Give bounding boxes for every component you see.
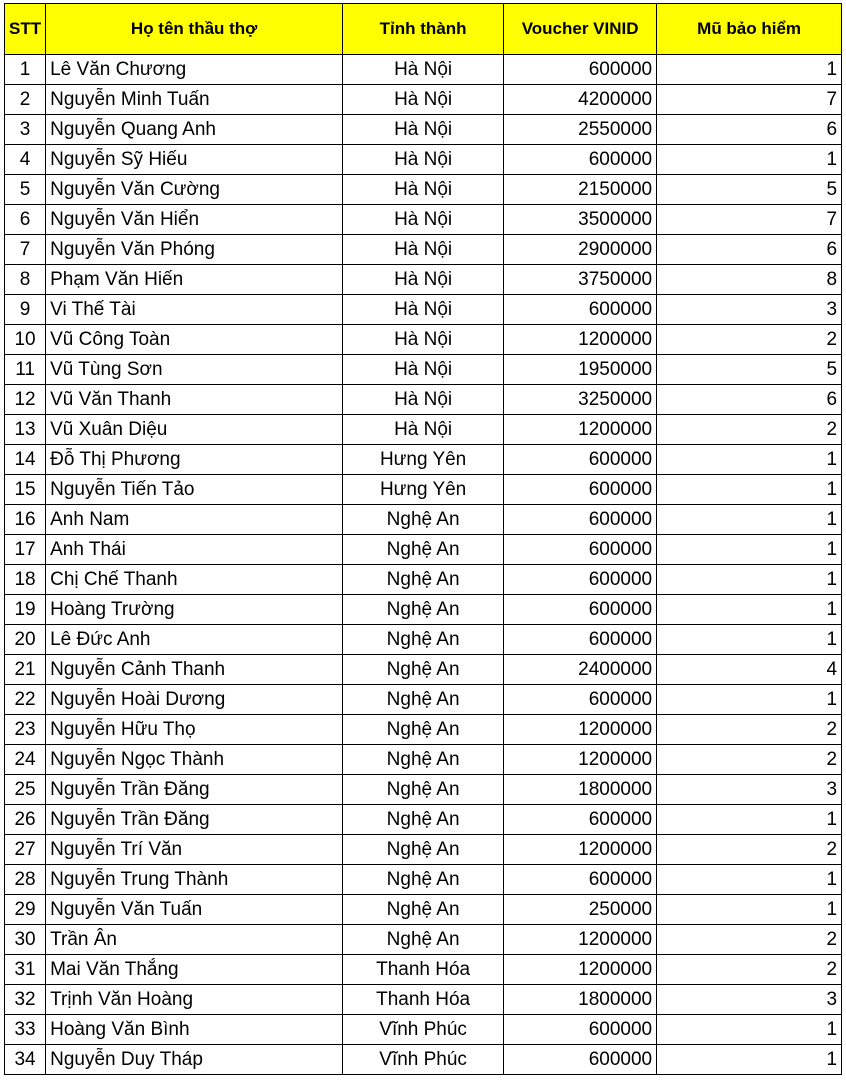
table-row (5, 895, 842, 925)
cell-voucher: 600000 (504, 1045, 657, 1075)
cell-name: Nguyễn Ngọc Thành (46, 745, 343, 775)
cell-name: Hoàng Văn Bình (46, 1015, 343, 1045)
cell-province: Nghệ An (343, 715, 504, 745)
cell-stt: 5 (5, 175, 46, 205)
cell-name: Vũ Tùng Sơn (46, 355, 343, 385)
cell-province: Hà Nội (343, 145, 504, 175)
cell-helmet: 1 (657, 595, 842, 625)
cell-name: Anh Nam (46, 505, 343, 535)
header-helmet: Mũ bảo hiểm (657, 4, 842, 55)
header-name: Họ tên thầu thợ (46, 4, 343, 55)
cell-voucher: 600000 (504, 805, 657, 835)
cell-stt: 12 (5, 385, 46, 415)
cell-name: Nguyễn Trung Thành (46, 865, 343, 895)
cell-name: Nguyễn Minh Tuấn (46, 85, 343, 115)
cell-voucher: 600000 (504, 865, 657, 895)
cell-province: Thanh Hóa (343, 985, 504, 1015)
cell-helmet: 6 (657, 115, 842, 145)
cell-helmet: 2 (657, 955, 842, 985)
cell-province: Nghệ An (343, 835, 504, 865)
cell-name: Vũ Công Toàn (46, 325, 343, 355)
cell-voucher: 600000 (504, 565, 657, 595)
cell-stt: 20 (5, 625, 46, 655)
cell-province: Nghệ An (343, 805, 504, 835)
cell-voucher: 1200000 (504, 745, 657, 775)
table-row (5, 805, 842, 835)
table-row (5, 355, 842, 385)
cell-name: Vũ Xuân Diệu (46, 415, 343, 445)
cell-name: Vi Thế Tài (46, 295, 343, 325)
cell-helmet: 1 (657, 55, 842, 85)
cell-voucher: 600000 (504, 1015, 657, 1045)
cell-stt: 14 (5, 445, 46, 475)
cell-helmet: 3 (657, 775, 842, 805)
cell-voucher: 600000 (504, 295, 657, 325)
cell-stt: 3 (5, 115, 46, 145)
cell-province: Nghệ An (343, 655, 504, 685)
header-voucher: Voucher VINID (504, 4, 657, 55)
cell-province: Hà Nội (343, 295, 504, 325)
table-row (5, 595, 842, 625)
cell-stt: 15 (5, 475, 46, 505)
cell-name: Lê Đức Anh (46, 625, 343, 655)
cell-stt: 30 (5, 925, 46, 955)
cell-voucher: 600000 (504, 475, 657, 505)
header-province: Tỉnh thành (343, 4, 504, 55)
cell-voucher: 2400000 (504, 655, 657, 685)
cell-province: Hưng Yên (343, 475, 504, 505)
cell-province: Hà Nội (343, 235, 504, 265)
cell-province: Hà Nội (343, 115, 504, 145)
cell-voucher: 1200000 (504, 955, 657, 985)
table-row (5, 205, 842, 235)
cell-helmet: 8 (657, 265, 842, 295)
cell-voucher: 600000 (504, 505, 657, 535)
cell-province: Nghệ An (343, 625, 504, 655)
cell-stt: 17 (5, 535, 46, 565)
cell-province: Hà Nội (343, 385, 504, 415)
cell-helmet: 1 (657, 865, 842, 895)
cell-voucher: 1200000 (504, 415, 657, 445)
cell-helmet: 1 (657, 685, 842, 715)
cell-stt: 34 (5, 1045, 46, 1075)
cell-stt: 31 (5, 955, 46, 985)
cell-province: Nghệ An (343, 685, 504, 715)
cell-helmet: 1 (657, 565, 842, 595)
table-row (5, 55, 842, 85)
cell-name: Nguyễn Quang Anh (46, 115, 343, 145)
cell-province: Nghệ An (343, 775, 504, 805)
cell-helmet: 3 (657, 295, 842, 325)
cell-name: Mai Văn Thắng (46, 955, 343, 985)
cell-name: Nguyễn Cảnh Thanh (46, 655, 343, 685)
cell-stt: 33 (5, 1015, 46, 1045)
cell-stt: 29 (5, 895, 46, 925)
cell-province: Hưng Yên (343, 445, 504, 475)
cell-name: Nguyễn Sỹ Hiếu (46, 145, 343, 175)
table-row (5, 925, 842, 955)
cell-province: Vĩnh Phúc (343, 1045, 504, 1075)
cell-helmet: 1 (657, 625, 842, 655)
cell-name: Nguyễn Tiến Tảo (46, 475, 343, 505)
table-row (5, 175, 842, 205)
cell-name: Chị Chế Thanh (46, 565, 343, 595)
table-body (5, 55, 842, 1075)
cell-helmet: 1 (657, 505, 842, 535)
table-row (5, 655, 842, 685)
cell-voucher: 600000 (504, 55, 657, 85)
table-row (5, 385, 842, 415)
cell-stt: 27 (5, 835, 46, 865)
cell-helmet: 6 (657, 385, 842, 415)
cell-province: Hà Nội (343, 175, 504, 205)
cell-stt: 19 (5, 595, 46, 625)
cell-voucher: 3500000 (504, 205, 657, 235)
contractor-table (4, 3, 842, 1075)
cell-voucher: 600000 (504, 625, 657, 655)
table-row (5, 745, 842, 775)
table-row (5, 475, 842, 505)
cell-name: Hoàng Trường (46, 595, 343, 625)
cell-stt: 26 (5, 805, 46, 835)
cell-stt: 10 (5, 325, 46, 355)
cell-voucher: 4200000 (504, 85, 657, 115)
cell-province: Hà Nội (343, 355, 504, 385)
cell-name: Nguyễn Văn Phóng (46, 235, 343, 265)
cell-helmet: 5 (657, 355, 842, 385)
table-row (5, 415, 842, 445)
cell-province: Nghệ An (343, 505, 504, 535)
cell-voucher: 2900000 (504, 235, 657, 265)
cell-voucher: 1200000 (504, 925, 657, 955)
cell-voucher: 600000 (504, 535, 657, 565)
cell-stt: 23 (5, 715, 46, 745)
cell-stt: 9 (5, 295, 46, 325)
cell-stt: 11 (5, 355, 46, 385)
cell-province: Hà Nội (343, 325, 504, 355)
cell-helmet: 2 (657, 415, 842, 445)
cell-province: Nghệ An (343, 925, 504, 955)
table-row (5, 955, 842, 985)
cell-voucher: 600000 (504, 145, 657, 175)
cell-name: Nguyễn Duy Tháp (46, 1045, 343, 1075)
cell-helmet: 7 (657, 85, 842, 115)
table-row (5, 565, 842, 595)
cell-stt: 25 (5, 775, 46, 805)
cell-province: Hà Nội (343, 55, 504, 85)
cell-province: Nghệ An (343, 565, 504, 595)
cell-helmet: 2 (657, 835, 842, 865)
table-row (5, 505, 842, 535)
cell-name: Nguyễn Văn Tuấn (46, 895, 343, 925)
cell-province: Thanh Hóa (343, 955, 504, 985)
cell-name: Vũ Văn Thanh (46, 385, 343, 415)
cell-voucher: 1200000 (504, 715, 657, 745)
cell-name: Nguyễn Văn Cường (46, 175, 343, 205)
table-row (5, 625, 842, 655)
cell-helmet: 3 (657, 985, 842, 1015)
cell-name: Nguyễn Hoài Dương (46, 685, 343, 715)
cell-helmet: 2 (657, 745, 842, 775)
cell-stt: 22 (5, 685, 46, 715)
cell-voucher: 1200000 (504, 325, 657, 355)
table-row (5, 145, 842, 175)
cell-name: Nguyễn Trần Đăng (46, 775, 343, 805)
cell-province: Nghệ An (343, 895, 504, 925)
cell-province: Nghệ An (343, 865, 504, 895)
header-stt: STT (5, 4, 46, 55)
cell-helmet: 7 (657, 205, 842, 235)
cell-name: Đỗ Thị Phương (46, 445, 343, 475)
table-row (5, 85, 842, 115)
cell-helmet: 1 (657, 895, 842, 925)
cell-voucher: 600000 (504, 685, 657, 715)
cell-name: Nguyễn Văn Hiển (46, 205, 343, 235)
cell-voucher: 1200000 (504, 835, 657, 865)
cell-helmet: 2 (657, 325, 842, 355)
cell-helmet: 1 (657, 1015, 842, 1045)
cell-stt: 8 (5, 265, 46, 295)
table-row (5, 715, 842, 745)
cell-province: Hà Nội (343, 415, 504, 445)
table-row (5, 535, 842, 565)
table-row (5, 775, 842, 805)
cell-stt: 1 (5, 55, 46, 85)
cell-helmet: 1 (657, 1045, 842, 1075)
table-row (5, 265, 842, 295)
cell-name: Nguyễn Trí Văn (46, 835, 343, 865)
cell-name: Nguyễn Hữu Thọ (46, 715, 343, 745)
cell-province: Nghệ An (343, 535, 504, 565)
table-row (5, 835, 842, 865)
cell-province: Hà Nội (343, 265, 504, 295)
cell-voucher: 3250000 (504, 385, 657, 415)
cell-helmet: 1 (657, 475, 842, 505)
cell-province: Hà Nội (343, 205, 504, 235)
table-row (5, 325, 842, 355)
cell-name: Lê Văn Chương (46, 55, 343, 85)
table-row (5, 985, 842, 1015)
cell-stt: 13 (5, 415, 46, 445)
cell-helmet: 2 (657, 715, 842, 745)
cell-name: Phạm Văn Hiến (46, 265, 343, 295)
cell-voucher: 250000 (504, 895, 657, 925)
cell-voucher: 3750000 (504, 265, 657, 295)
cell-stt: 7 (5, 235, 46, 265)
cell-voucher: 600000 (504, 445, 657, 475)
cell-name: Trần Ân (46, 925, 343, 955)
cell-stt: 18 (5, 565, 46, 595)
table-row (5, 115, 842, 145)
table-row (5, 1015, 842, 1045)
cell-helmet: 1 (657, 805, 842, 835)
cell-stt: 6 (5, 205, 46, 235)
cell-voucher: 2550000 (504, 115, 657, 145)
header-row (5, 4, 842, 55)
cell-stt: 21 (5, 655, 46, 685)
cell-voucher: 600000 (504, 595, 657, 625)
cell-helmet: 5 (657, 175, 842, 205)
table-row (5, 685, 842, 715)
cell-province: Nghệ An (343, 595, 504, 625)
cell-voucher: 1800000 (504, 775, 657, 805)
cell-helmet: 6 (657, 235, 842, 265)
cell-voucher: 1950000 (504, 355, 657, 385)
cell-helmet: 1 (657, 445, 842, 475)
table-row (5, 1045, 842, 1075)
cell-name: Trịnh Văn Hoàng (46, 985, 343, 1015)
cell-voucher: 1800000 (504, 985, 657, 1015)
cell-stt: 32 (5, 985, 46, 1015)
table-row (5, 445, 842, 475)
cell-stt: 2 (5, 85, 46, 115)
cell-province: Nghệ An (343, 745, 504, 775)
table-row (5, 235, 842, 265)
cell-name: Anh Thái (46, 535, 343, 565)
cell-stt: 28 (5, 865, 46, 895)
cell-province: Vĩnh Phúc (343, 1015, 504, 1045)
table-row (5, 865, 842, 895)
table-row (5, 295, 842, 325)
cell-name: Nguyễn Trần Đăng (46, 805, 343, 835)
cell-helmet: 2 (657, 925, 842, 955)
cell-helmet: 4 (657, 655, 842, 685)
cell-stt: 4 (5, 145, 46, 175)
cell-voucher: 2150000 (504, 175, 657, 205)
cell-province: Hà Nội (343, 85, 504, 115)
cell-helmet: 1 (657, 145, 842, 175)
cell-stt: 16 (5, 505, 46, 535)
cell-stt: 24 (5, 745, 46, 775)
cell-helmet: 1 (657, 535, 842, 565)
